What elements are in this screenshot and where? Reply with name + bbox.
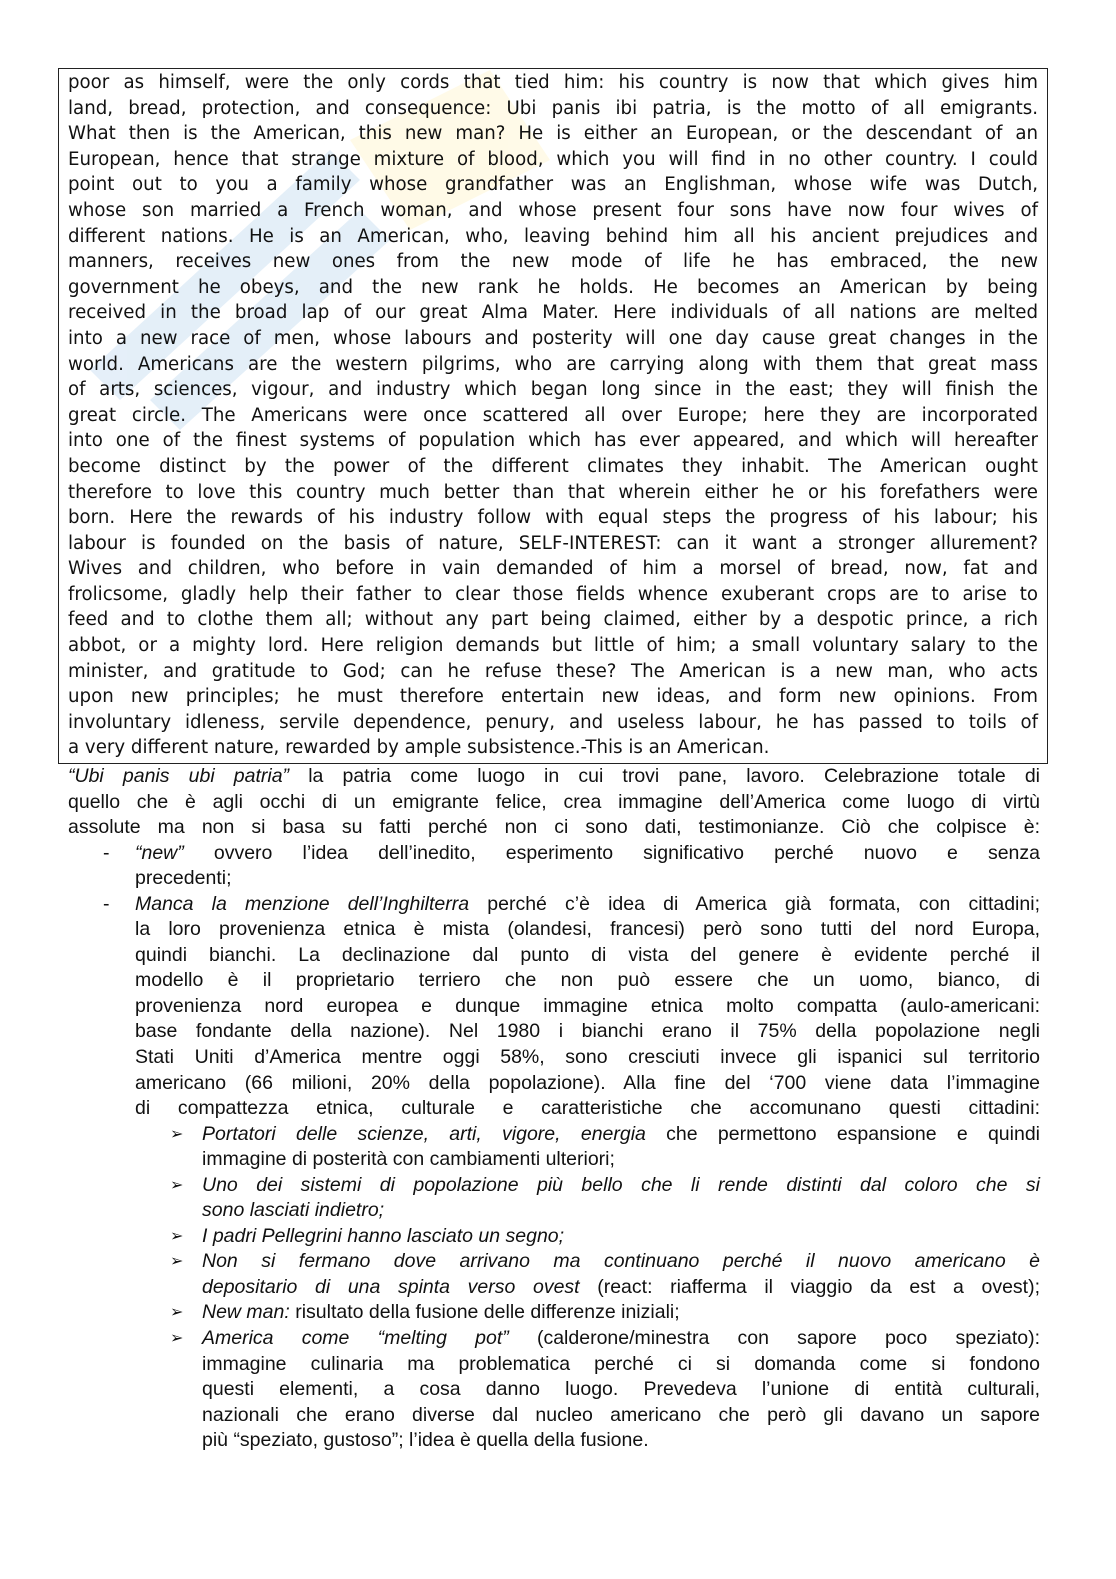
sub-bullet-line — [202, 1275, 1040, 1301]
quote-line: a very different nature, rewarded by ample subsistence.-This is an American. — [68, 737, 770, 759]
bullet-line — [135, 968, 1040, 994]
quote-line: Wives and children, who before in vain demanded of him a morsel of bread, now, fat and — [68, 558, 1038, 580]
text: quello che è agli occhi di un emigrante felice, crea immagine dell’America come luogo di virtù — [68, 790, 1040, 813]
bullet-line — [135, 1045, 1040, 1071]
italic-text: Non si fermano dove arrivano ma continuano perché il nuovo americano è — [202, 1250, 1040, 1273]
quote-line: different nations. He is an American, who, leaving behind him all his ancient prejudices and — [68, 225, 1038, 247]
quote-box — [58, 68, 1048, 764]
quote-line: government he obeys, and the new rank he holds. He becomes an American by being — [68, 276, 1038, 298]
arrow-bullet-icon: ➢ — [170, 1253, 184, 1271]
quote-line: therefore to love this country much better than that wherein either he or his forefathers were — [68, 481, 1038, 503]
quote-line: received in the broad lap of our great Alma Mater. Here individuals of all nations are melted — [68, 302, 1038, 324]
quote-line: point out to you a family whose grandfather was an Englishman, whose wife was Dutch, — [68, 174, 1038, 196]
italic-text: “new” — [135, 841, 184, 864]
sub-bullet-line — [170, 1300, 1040, 1326]
quote-line: frolicsome, gladly help their father to clear those fields whence exuberant crops are to arise to — [68, 583, 1038, 605]
quote-line: minister, and gratitude to God; can he refuse these? The American is a new man, who acts — [68, 660, 1038, 682]
quote-line: become distinct by the power of the different climates they inhabit. The American ought — [68, 455, 1038, 477]
quote-line: into one of the finest systems of population which has ever appeared, and which will hereafter — [68, 430, 1038, 452]
sub-bullet-line — [170, 1122, 1041, 1148]
italic-text: “Ubi panis ubi patria” — [68, 765, 290, 787]
italic-text: Manca la menzione dell’Inghilterra — [135, 892, 470, 915]
quote-line: born. Here the rewards of his industry follow with equal steps the progress of his labour; his — [68, 507, 1038, 529]
dash-bullet-icon: - — [103, 892, 110, 915]
italic-text: Uno dei sistemi di popolazione più bello che li rende distinti dal coloro che si — [202, 1173, 1040, 1196]
text: che permettono espansione e quindi — [645, 1122, 1041, 1145]
quote-line: European, hence that strange mixture of blood, which you will find in no other country. I could — [68, 148, 1038, 170]
text: immagine culinaria ma problematica perché ci si domanda come si fondono — [202, 1352, 1040, 1375]
bullet-line — [135, 1096, 1040, 1122]
quote-line: labour is founded on the basis of nature, SELF-INTEREST: can it want a stronger allurement? — [68, 532, 1038, 554]
sub-bullet-line — [170, 1173, 1040, 1199]
quote-line: involuntary idleness, servile dependence, penury, and useless labour, he has passed to toils of — [68, 711, 1038, 733]
italic-text: Portatori delle scienze, arti, vigore, energia — [202, 1122, 646, 1145]
paragraph-line — [68, 790, 1040, 816]
quote-line: world. Americans are the western pilgrims, who are carrying along with them that great mass — [68, 353, 1038, 375]
sub-bullet-line — [202, 1198, 1040, 1224]
text: precedenti; — [135, 867, 232, 890]
italic-text: America come “melting pot” — [202, 1327, 509, 1350]
bullet-line — [103, 841, 1040, 867]
text: Stati Uniti d’America mentre oggi 58%, sono cresciuti invece gli ispanici sul territorio — [135, 1046, 1040, 1069]
quote-line: poor as himself, were the only cords that tied him: his country is now that which gives him — [68, 72, 1038, 93]
bullet-line — [135, 994, 1040, 1020]
quote-line: of arts, sciences, vigour, and industry which began long since in the east; they will finish the — [68, 379, 1038, 401]
text: americano (66 milioni, 20% della popolazione). Alla fine del ‘700 viene data l’immagine — [135, 1071, 1040, 1094]
sub-bullet-line — [202, 1352, 1040, 1378]
paragraph-line — [68, 764, 1040, 790]
sub-bullet-line — [170, 1224, 1040, 1250]
arrow-bullet-icon: ➢ — [170, 1176, 184, 1194]
text: nazionali che erano diverse dal nucleo americano che però gli davano un sapore — [202, 1403, 1040, 1426]
sub-bullet-line — [202, 1377, 1040, 1403]
quote-line: great circle. The Americans were once scattered all over Europe; here they are incorporated — [68, 404, 1038, 426]
sub-bullet-line — [170, 1249, 1040, 1275]
quote-line: manners, receives new ones from the new mode of life he has embraced, the new — [68, 251, 1038, 273]
arrow-bullet-icon: ➢ — [170, 1125, 184, 1143]
italic-text: sono lasciati indietro; — [202, 1199, 385, 1222]
text: provenienza nord europea e dunque immagine etnica molto compatta (aulo-americani: — [135, 994, 1040, 1017]
paragraph-line — [68, 815, 1040, 841]
text: immagine di posterità con cambiamenti ulteriori; — [202, 1148, 615, 1171]
commentary-section — [68, 764, 1040, 1454]
text: perché c’è idea di America già formata, con cittadini; — [469, 892, 1040, 915]
sub-bullet-line — [202, 1403, 1040, 1429]
sub-bullet-line — [202, 1147, 1040, 1173]
italic-text: depositario di una spinta verso ovest — [202, 1275, 580, 1298]
text: base fondante della nazione). Nel 1980 i bianchi erano il 75% della popolazione negli — [135, 1020, 1040, 1043]
quote-line: into a new race of men, whose labours and posterity will one day cause great changes in the — [68, 327, 1038, 349]
arrow-bullet-icon: ➢ — [170, 1330, 184, 1348]
quote-line: abbot, or a mighty lord. Here religion demands but little of him; a small voluntary salary to the — [68, 635, 1038, 657]
bullet-line — [135, 866, 1040, 892]
quote-line: feed and to clothe them all; without any part being claimed, either by a despotic prince, a rich — [68, 609, 1038, 631]
bullet-line — [135, 1019, 1040, 1045]
bullet-line — [135, 1071, 1040, 1097]
arrow-bullet-icon: ➢ — [170, 1304, 184, 1322]
bullet-line — [135, 943, 1040, 969]
text: questi elementi, a cosa danno luogo. Prevedeva l’unione di entità culturali, — [202, 1378, 1040, 1401]
text: quindi bianchi. La declinazione dal punto di vista del genere è evidente perché il — [135, 943, 1040, 966]
text: (react: riafferma il viaggio da est a ovest); — [579, 1275, 1040, 1298]
text: assolute ma non si basa su fatti perché non ci sono dati, testimonianze. Ciò che colpisce è: — [68, 816, 1040, 839]
text: modello è il proprietario terriero che non può essere che un uomo, bianco, di — [135, 969, 1040, 992]
arrow-bullet-icon: ➢ — [170, 1227, 184, 1245]
text: la patria come luogo in cui trovi pane, lavoro. Celebrazione totale di — [289, 765, 1041, 787]
text: di compattezza etnica, culturale e caratteristiche che accomunano questi cittadini: — [135, 1097, 1040, 1120]
text: più “speziato, gustoso”; l’idea è quella della fusione. — [202, 1429, 649, 1452]
quote-line: upon new principles; he must therefore entertain new ideas, and form new opinions. From — [68, 686, 1038, 708]
italic-text: I padri Pellegrini hanno lasciato un segno; — [202, 1224, 565, 1247]
bullet-line — [135, 917, 1040, 943]
text: (calderone/minestra con sapore poco speziato): — [508, 1327, 1040, 1350]
quote-line: land, bread, protection, and consequence: Ubi panis ibi patria, is the motto of all emigrants. — [68, 97, 1038, 119]
text: risultato della fusione delle differenze iniziali; — [289, 1301, 680, 1324]
dash-bullet-icon: - — [103, 841, 110, 864]
quote-line: What then is the American, this new man? He is either an European, or the descendant of an — [68, 123, 1038, 145]
text: la loro provenienza etnica è mista (olandesi, francesi) però sono tutti del nord Europa, — [135, 918, 1040, 941]
bullet-line — [103, 892, 1040, 918]
sub-bullet-line — [170, 1326, 1040, 1352]
sub-bullet-line — [202, 1428, 1040, 1454]
quote-line: whose son married a French woman, and whose present four sons have now four wives of — [68, 199, 1038, 221]
text: ovvero l’idea dell’inedito, esperimento significativo perché nuovo e senza — [183, 841, 1040, 864]
italic-text: New man: — [202, 1301, 290, 1324]
